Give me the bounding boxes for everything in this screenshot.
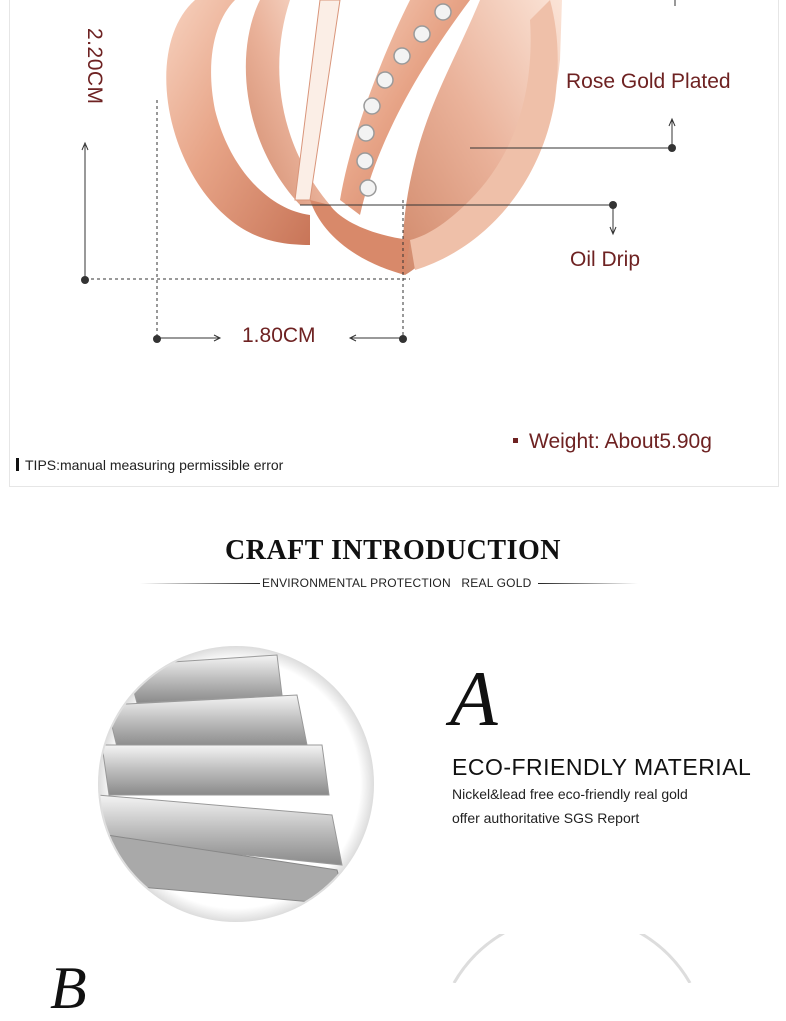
width-dimension-label: 1.80CM	[242, 324, 316, 347]
oil-drip-label: Oil Drip	[570, 248, 641, 271]
feature-title: ECO-FRIENDLY MATERIAL	[452, 754, 752, 780]
next-feature-image	[452, 934, 692, 983]
bar-icon	[16, 458, 19, 471]
feature-letter-b: B	[50, 955, 87, 1021]
feature-description-line2: offer authoritative SGS Report	[452, 810, 640, 826]
feature-description-line1: Nickel&lead free eco-friendly real gold	[452, 786, 688, 802]
feature-letter-a: A	[450, 655, 498, 742]
section-subtitle: ENVIRONMENTAL PROTECTION REAL GOLD	[262, 576, 532, 590]
plating-label: Rose Gold Plated	[566, 70, 731, 93]
section-title: CRAFT INTRODUCTION	[225, 535, 561, 566]
bullet-icon	[513, 438, 518, 443]
subtitle-divider-left	[140, 583, 260, 584]
weight-label	[513, 430, 712, 454]
height-dimension-label: 2.20CM	[83, 28, 106, 105]
ring-image	[166, 0, 562, 275]
tips-note	[16, 457, 283, 473]
weight-text: Weight: About5.90g	[529, 430, 712, 453]
spec-panel	[9, 0, 779, 487]
subtitle-divider-right	[538, 583, 638, 584]
metal-bars-image	[97, 645, 375, 923]
tips-text: TIPS:manual measuring permissible error	[25, 457, 284, 473]
